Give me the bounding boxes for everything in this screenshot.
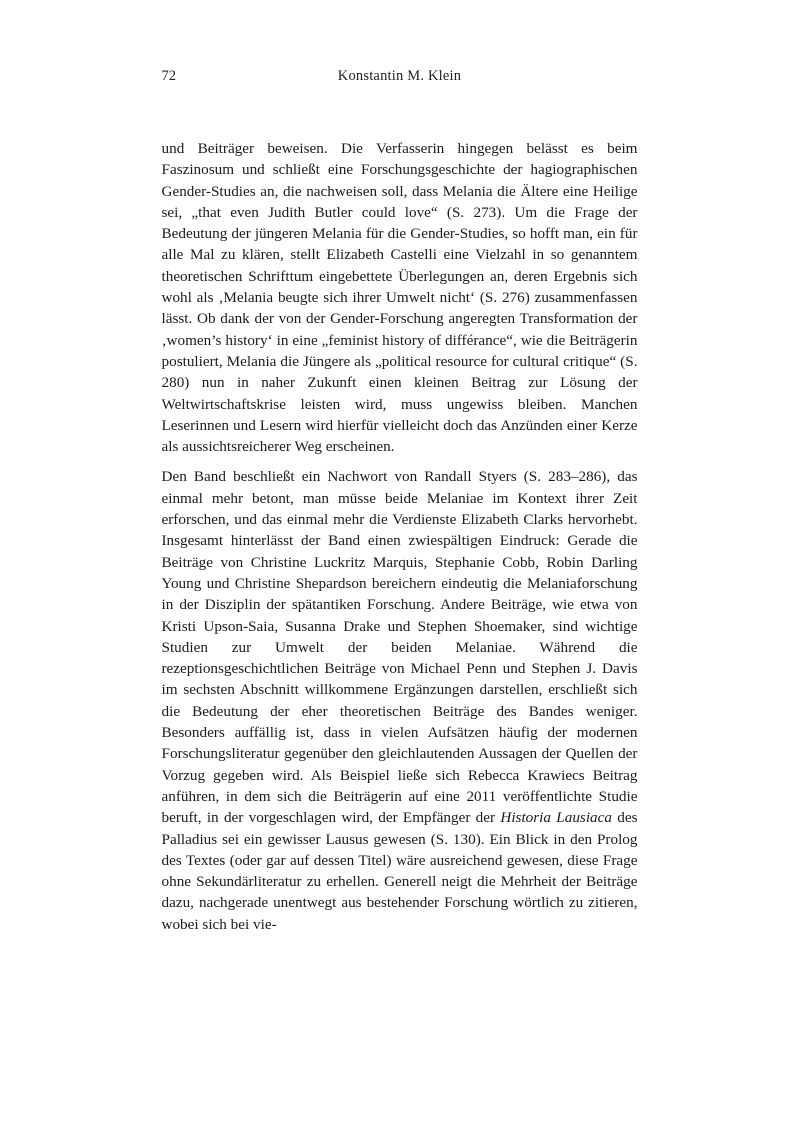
paragraph-2-text-continued: des Palladius sei ein gewisser Lausus gewesen (S. 130). Ein Blick in den Prolog des Textes (oder gar auf dessen Titel) wäre ausreichend gewesen, diese Frage ohne Sekundärliteratur zu erhellen. Generell neigt die Mehrheit der Beiträge dazu, nachgerade unentwegt aus bestehender Forschung wörtlich zu zitieren, wobei sich bei vie- (161, 809, 638, 933)
running-title: Konstantin M. Klein (337, 68, 462, 84)
paragraph-2 (162, 466, 638, 935)
paragraph-1: und Beiträger beweisen. Die Verfasserin hingegen belässt es beim Faszinosum und schließt eine Forschungsgeschichte der hagiographischen Gender-Studies an, die nachweisen soll, dass Melania die Ältere eine Heilige sei, „that even Judith Butler could love“ (S. 273). Um die Frage der Bedeutung der jüngeren Melania für die Gender-Studies, so hofft man, ein für alle Mal zu klären, stellt Elizabeth Castelli eine Vielzahl in so genanntem theoretischen Schrifttum eingebettete Überlegungen an, deren Ergebnis sich wohl als ‚Melania beugte sich ihrer Umwelt nicht‘ (S. 276) zusammenfassen lässt. Ob dank der von der Gender-Forschung angeregten Transformation der ‚women’s history‘ in eine „feminist history of différance“, wie die Beiträgerin postuliert, Melania die Jüngere als „political resource for cultural critique“ (S. 280) nun in naher Zukunft einen kleinen Beitrag zur Lösung der Weltwirtschaftskrise leisten wird, muss ungewiss bleiben. Manchen Leserinnen und Lesern wird hierfür vielleicht doch das Anzünden einer Kerze als aussichtsreicherer Weg erscheinen. (161, 140, 638, 456)
page-content-area (162, 68, 638, 935)
paragraph-2-text: Den Band beschließt ein Nachwort von Randall Styers (S. 283–286), das einmal mehr betont, man müsse beide Melaniae im Kontext ihrer Zeit erforschen, und das einmal mehr die Verdienste Elizabeth Clarks hervorhebt. Insgesamt hinterlässt der Band einen zwiespältigen Eindruck: Gerade die Beiträge von Christine Luckritz Marquis, Stephanie Cobb, Robin Darling Young und Christine Shepardson bereichern eindeutig die Melaniaforschung in der Disziplin der spätantiken Forschung. Andere Beiträge, wie etwa von Kristi Upson-Saia, Susanna Drake und Stephen Shoemaker, sind wichtige Studien zur Umwelt der beiden Melaniae. Während die rezeptionsgeschichtlichen Beiträge von Michael Penn und Stephen J. Davis im sechsten Abschnitt willkommene Ergänzungen darstellen, erschließt sich die Bedeutung der eher theoretischen Beiträge des Bandes weniger. Besonders auffällig ist, dass in vielen Aufsätzen häufig der modernen Forschungsliteratur gegenüber den gleichlautenden Aussagen der Quellen der Vorzug gegeben wird. Als Beispiel ließe sich Rebecca Krawiecs Beitrag anführen, in dem sich die Beiträgerin auf eine 2011 veröffentlichte Studie beruft, in der vorgeschlagen wird, der Empfänger der (161, 468, 638, 827)
book-title-historia-lausiaca: Historia Lausiaca (500, 809, 612, 827)
page-header (162, 68, 638, 88)
page-number: 72 (161, 68, 176, 84)
text-block (162, 138, 638, 935)
